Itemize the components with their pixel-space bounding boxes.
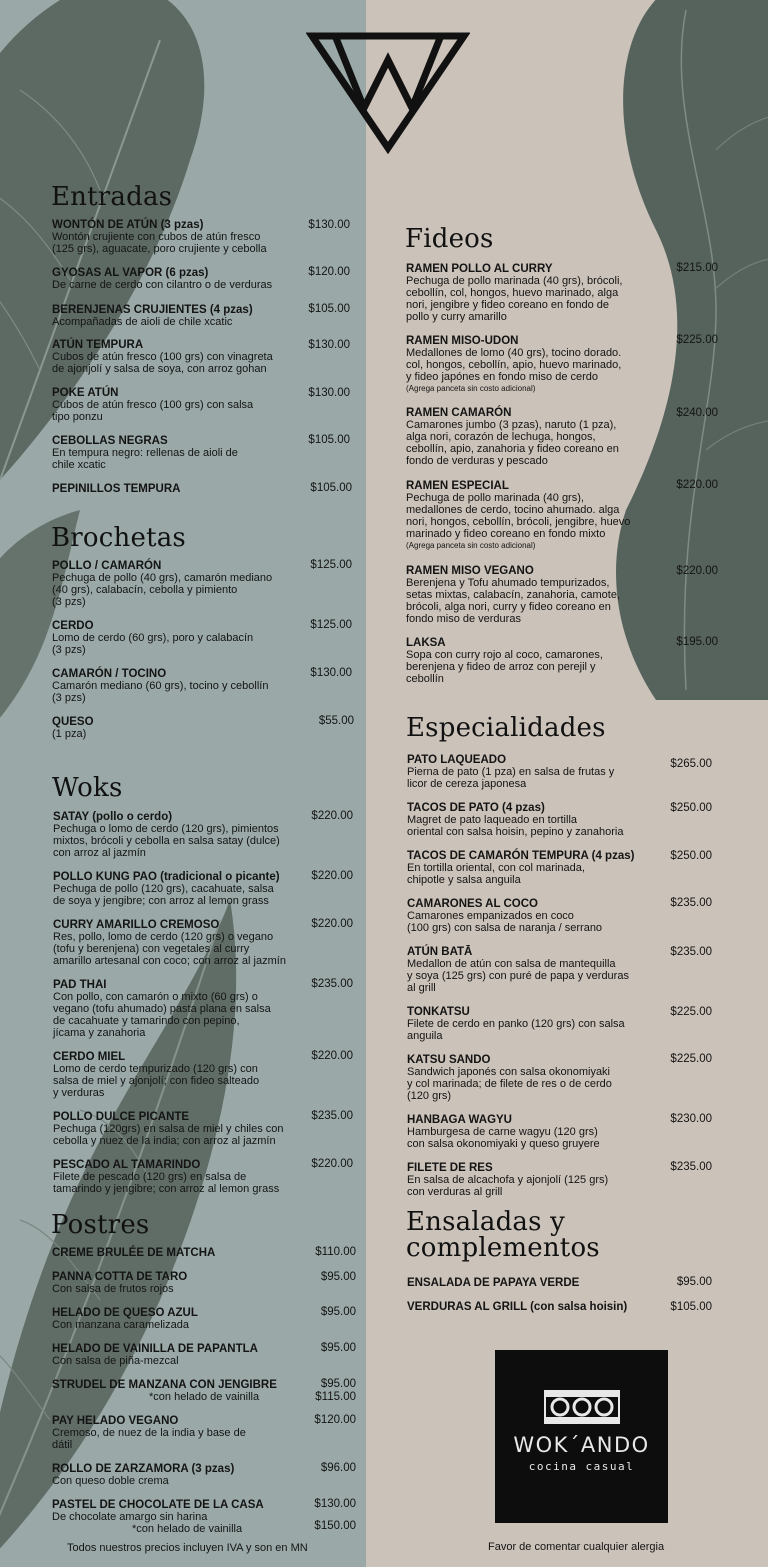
menu-item: SATAY (pollo o cerdo) Pechuga o lomo de cerdo (120 grs), pimientos mixtos, brócoli y cebolla en salsa satay (dulce) con arroz al jazmín: [53, 811, 280, 859]
menu-item: LAKSA Sopa con curry rojo al coco, camarones, berenjena y fideo de arroz con perejil y cebollín: [406, 637, 603, 685]
menu-item: STRUDEL DE MANZANA CON JENGIBRE *con helado de vainilla: [52, 1379, 277, 1403]
menu-item: QUESO (1 pza): [52, 716, 94, 740]
section-title-fideos: Fideos: [405, 224, 494, 254]
menu-item-price: $225.00: [676, 334, 718, 346]
menu-item-price: $235.00: [311, 978, 353, 990]
footer-tax-note: Todos nuestros precios incluyen IVA y son en MN: [67, 1542, 308, 1554]
menu-item: CAMARONES AL COCO Camarones empanizados en coco (100 grs) con salsa de naranja / serrano: [407, 898, 603, 934]
menu-item-price: $225.00: [670, 1053, 712, 1065]
menu-item-price: $195.00: [676, 636, 718, 648]
menu-item-price: $130.00: [308, 339, 350, 351]
brand-name: WOK´ANDO: [513, 1433, 650, 1457]
menu-item: ATÚN TEMPURA Cubos de atún fresco (100 grs) con vinagreta de ajonjolí y salsa de soya, con arroz gohan: [52, 339, 273, 375]
menu-item-price: $105.00: [310, 482, 352, 494]
section-title-brochetas: Brochetas: [51, 523, 186, 553]
menu-item-price: $96.00: [320, 1462, 356, 1474]
menu-item: BERENJENAS CRUJIENTES (4 pzas) Acompañadas de aioli de chile xcatic: [52, 304, 253, 328]
menu-item-price: $130.00: [308, 219, 350, 231]
menu-item: RAMEN ESPECIAL Pechuga de pollo marinada (40 grs), medallones de cerdo, tocino ahumado. alga nori, hongos, cebollín, brócoli, jengibre, huevo marinado y fideo coreano en fondo mixto (Agrega panceta sin costo adicional): [406, 480, 631, 550]
menu-item: PATO LAQUEADO Pierna de pato (1 pza) en salsa de frutas y licor de cereza japonesa: [407, 754, 615, 790]
menu-item: CERDO Lomo de cerdo (60 grs), poro y calabacín (3 pzs): [52, 620, 254, 656]
menu-item-price: $105.00: [308, 434, 350, 446]
brand-logo-box: [495, 1350, 668, 1523]
menu-item-price: $250.00: [670, 850, 712, 862]
menu-item: POLLO KUNG PAO (tradicional o picante) Pechuga de pollo (120 grs), cacahuate, salsa de soya y jengibre; con arroz al lemon grass: [53, 871, 280, 907]
menu-item-price: $125.00: [310, 559, 352, 571]
menu-item: POLLO / CAMARÓN Pechuga de pollo (40 grs), camarón mediano (40 grs), calabacín, cebolla y pimiento (3 pzs): [52, 560, 273, 608]
menu-item-price: $130.00 $150.00: [314, 1498, 356, 1532]
menu-item: RAMEN MISO VEGANO Berenjena y Tofu ahumado tempurizados, setas mixtas, calabacín, zanahoria, camote, brócoli, alga nori, curry y fideo coreano en fondo miso de verduras: [406, 565, 620, 625]
menu-item: PAD THAI Con pollo, con camarón o mixto (60 grs) o vegano (tofu ahumado) pasta plana en salsa de cacahuate y tamarindo con pepino, jícama y zanahoria: [53, 979, 271, 1039]
menu-item-price: $125.00: [310, 619, 352, 631]
menu-item: ROLLO DE ZARZAMORA (3 pzas) Con queso doble crema: [52, 1463, 235, 1487]
menu-item: KATSU SANDO Sandwich japonés con salsa okonomiyaki y col marinada; de filete de res o de cerdo (120 grs): [407, 1054, 612, 1102]
section-title-entradas: Entradas: [51, 182, 173, 212]
menu-item-price: $220.00: [311, 1158, 353, 1170]
menu-item: HELADO DE QUESO AZUL Con manzana caramelizada: [52, 1307, 198, 1331]
menu-item: POKE ATÚN Cubos de atún fresco (100 grs) con salsa tipo ponzu: [52, 387, 254, 423]
menu-item-price: $240.00: [676, 407, 718, 419]
menu-item: RAMEN POLLO AL CURRY Pechuga de pollo marinada (40 grs), brócoli, cebollín, col, hongos, huevo marinado, alga nori, jengibre y fideo coreano en fondo de pollo y curry amarillo: [406, 263, 623, 323]
section-title-postres: Postres: [51, 1210, 150, 1240]
menu-item: VERDURAS AL GRILL (con salsa hoisin): [407, 1301, 628, 1313]
menu-item: CAMARÓN / TOCINO Camarón mediano (60 grs), tocino y cebollín (3 pzs): [52, 668, 269, 704]
menu-item-price: $105.00: [670, 1301, 712, 1313]
menu-item-price: $95.00: [320, 1342, 356, 1354]
menu-item-price: $230.00: [670, 1113, 712, 1125]
menu-item-price: $265.00: [670, 758, 712, 770]
menu-item: ENSALADA DE PAPAYA VERDE: [407, 1277, 580, 1289]
footer-allergy-note: Favor de comentar cualquier alergia: [488, 1541, 665, 1553]
menu-item: ATÚN BATĀ Medallon de atún con salsa de mantequilla y soya (125 grs) con puré de papa y verduras al grill: [407, 946, 629, 994]
menu-item: WONTÓN DE ATÚN (3 pzas) Wontón crujiente con cubos de atún fresco (125 grs), aguacate, poro crujiente y cebolla: [52, 219, 267, 255]
menu-item-price: $215.00: [676, 262, 718, 274]
menu-item-price: $250.00: [670, 802, 712, 814]
menu-item-price: $220.00: [311, 1050, 353, 1062]
menu-item: PANNA COTTA DE TARO Con salsa de frutos rojos: [52, 1271, 188, 1295]
menu-item: HANBAGA WAGYU Hamburgesa de carne wagyu (120 grs) con salsa okonomiyaki y queso gruyere: [407, 1114, 600, 1150]
menu-item: RAMEN MISO-UDON Medallones de lomo (40 grs), tocino dorado. col, hongos, cebollín, apio, huevo marinado, y fideo japónes en fondo miso de cerdo (Agrega panceta sin costo adicional): [406, 335, 622, 393]
menu-item: CURRY AMARILLO CREMOSO Res, pollo, lomo de cerdo (120 grs) o vegano (tofu y berenjena) con vegetales al curry amarillo artesanal con coco; con arroz al jazmín: [53, 919, 286, 967]
bowls-logo-icon: [544, 1390, 620, 1424]
menu-item-price: $235.00: [670, 1161, 712, 1173]
menu-item-price: $95.00: [320, 1271, 356, 1283]
menu-item: PEPINILLOS TEMPURA: [52, 483, 181, 495]
menu-item-price: $235.00: [311, 1110, 353, 1122]
menu-item-price: $120.00: [314, 1414, 356, 1426]
section-title-especialidades: Especialidades: [406, 713, 606, 743]
menu-item-price: $130.00: [308, 387, 350, 399]
menu-item-price: $55.00: [318, 715, 354, 727]
menu-item: POLLO DULCE PICANTE Pechuga (120grs) en salsa de miel y chiles con cebolla y nuez de la india; con arroz al jazmín: [53, 1111, 284, 1147]
menu-item-price: $225.00: [670, 1006, 712, 1018]
section-title-line: complementos: [406, 1233, 600, 1263]
menu-item-price: $110.00: [315, 1246, 356, 1258]
menu-item-price: $220.00: [311, 870, 353, 882]
menu-item-price: $130.00: [310, 667, 352, 679]
section-title-ensaladas: [406, 1209, 600, 1261]
menu-item: TACOS DE CAMARÓN TEMPURA (4 pzas) En tortilla oriental, con col marinada, chipotle y salsa anguila: [407, 850, 635, 886]
menu-item-price: $120.00: [308, 266, 350, 278]
w-triangle-logo-icon: [306, 30, 470, 154]
menu-item: CERDO MIEL Lomo de cerdo tempurizado (120 grs) con salsa de miel y ajonjolí; con fideo salteado y verduras: [53, 1051, 260, 1099]
menu-item: HELADO DE VAINILLA DE PAPANTLA Con salsa de piña-mezcal: [52, 1343, 258, 1367]
menu-item: RAMEN CAMARÓN Camarones jumbo (3 pzas), naruto (1 pza), alga nori, corazón de lechuga, hongos, cebollín, apio, zanahoria y fideo coreano en fondo de verduras y pescado: [406, 407, 619, 467]
menu-item: CREME BRULÉE DE MATCHA: [52, 1247, 216, 1259]
menu-item-price: $235.00: [670, 946, 712, 958]
menu-item: GYOSAS AL VAPOR (6 pzas) De carne de cerdo con cilantro o de verduras: [52, 267, 273, 291]
menu-item-price: $95.00: [676, 1276, 712, 1288]
menu-item: PESCADO AL TAMARINDO Filete de pescado (120 grs) en salsa de tamarindo y jengibre; con arroz al lemon grass: [53, 1159, 280, 1195]
menu-item-price: $220.00: [311, 918, 353, 930]
menu-item: TONKATSU Filete de cerdo en panko (120 grs) con salsa anguila: [407, 1006, 625, 1042]
menu-item: FILETE DE RES En salsa de alcachofa y ajonjolí (125 grs) con verduras al grill: [407, 1162, 609, 1198]
menu-item-price: $220.00: [311, 810, 353, 822]
menu-item: PASTEL DE CHOCOLATE DE LA CASA De chocolate amargo sin harina *con helado de vainilla: [52, 1499, 264, 1535]
section-title-woks: Woks: [52, 773, 123, 803]
menu-item-price: $95.00 $115.00: [315, 1378, 356, 1403]
menu-item: CEBOLLAS NEGRAS En tempura negro: rellenas de aioli de chile xcatic: [52, 435, 238, 471]
menu-item-price: $220.00: [676, 565, 718, 577]
menu-item: TACOS DE PATO (4 pzas) Magret de pato laqueado en tortilla oriental con salsa hoisin, pepino y zanahoria: [407, 802, 624, 838]
brand-tagline: cocina casual: [528, 1460, 635, 1473]
menu-item-price: $220.00: [676, 479, 718, 491]
menu-item: PAY HELADO VEGANO Cremoso, de nuez de la india y base de dátil: [52, 1415, 246, 1451]
menu-item-price: $105.00: [308, 303, 350, 315]
menu-item-price: $95.00: [320, 1306, 356, 1318]
section-title-line: Ensaladas y: [406, 1207, 566, 1237]
menu-item-price: $235.00: [670, 897, 712, 909]
